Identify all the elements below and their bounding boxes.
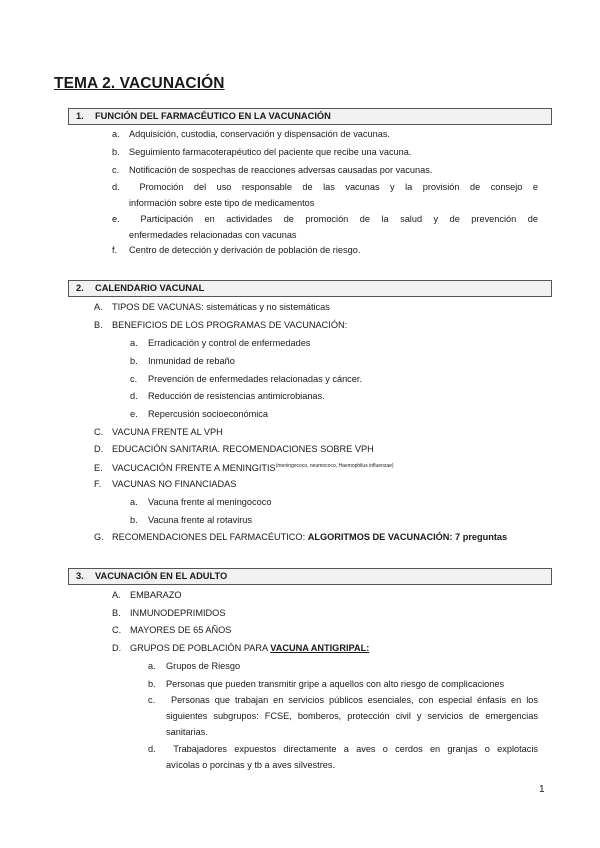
list-text: Personas que pueden transmitir gripe a aquellos con alto riesgo de complicaciones: [166, 679, 505, 689]
list-text: Adquisición, custodia, conservación y dispensación de vacunas.: [129, 129, 390, 139]
list-text: Erradicación y control de enfermedades: [148, 338, 311, 348]
word: granjas: [447, 744, 478, 754]
section-title: VACUNACIÓN EN EL ADULTO: [95, 571, 228, 581]
list-item: [112, 605, 225, 621]
list-item: [112, 622, 231, 638]
list-marker: d.: [112, 182, 120, 192]
word: énfasis: [476, 695, 507, 705]
list-text: Vacuna frente al meningococo: [148, 497, 272, 507]
list-marker: A.: [112, 590, 121, 600]
list-item: [148, 692, 538, 740]
word: servicios: [288, 695, 325, 705]
list-item: [148, 676, 504, 692]
list-text: Prevención de enfermedades relacionadas y cáncer.: [148, 374, 362, 384]
word: en: [204, 214, 215, 224]
list-marker: d.: [130, 391, 138, 401]
section-1-header: [68, 108, 552, 125]
list-marker: e.: [112, 214, 120, 224]
list-marker: a.: [112, 129, 120, 139]
list-text: TIPOS DE VACUNAS: sistemáticas y no sistemáticas: [112, 302, 330, 312]
section-number: 1.: [76, 111, 84, 121]
footnote-note: (meningococo, neumococo, Haemophilus influenzae): [275, 463, 394, 469]
list-marker: C.: [94, 427, 104, 437]
list-text: Centro de detección y derivación de población de riesgo.: [129, 245, 361, 255]
list-item: [112, 587, 182, 603]
word: las: [323, 182, 335, 192]
list-marker: d.: [148, 744, 156, 754]
word: expuestos: [234, 744, 277, 754]
list-marker: B.: [112, 608, 121, 618]
word: salud: [400, 214, 423, 224]
list-text: MAYORES DE 65 AÑOS: [130, 625, 232, 635]
word: o: [382, 744, 388, 754]
list-marker: a.: [148, 661, 156, 671]
word: que: [214, 695, 231, 705]
list-item: [130, 388, 325, 404]
list-text: avícolas o porcinas y tb a aves silvestres.: [166, 760, 336, 770]
word: bomberos,: [297, 711, 342, 721]
list-item: [112, 179, 538, 211]
word: FCSE,: [264, 711, 292, 721]
list-marker: b.: [130, 515, 138, 525]
list-marker: b.: [148, 679, 156, 689]
list-text: información sobre este tipo de medicamentos: [129, 198, 315, 208]
list-item: [130, 406, 268, 422]
section-3-header: [68, 568, 552, 585]
list-item: [94, 299, 330, 315]
word: cerdos: [395, 744, 423, 754]
page-number: 1: [539, 784, 545, 795]
word: uso: [216, 182, 232, 192]
word: de: [283, 214, 294, 224]
list-item: [94, 317, 347, 333]
list-item: [130, 512, 252, 528]
list-marker: E.: [94, 463, 103, 473]
section-title: FUNCIÓN DEL FARMACÉUTICO EN LA VACUNACIÓN: [95, 111, 331, 121]
section-number: 3.: [76, 571, 84, 581]
word: la: [405, 182, 413, 192]
word: promoción: [305, 214, 349, 224]
list-text: Seguimiento farmacoterapéutico del paciente que recibe una vacuna.: [129, 147, 412, 157]
word: de: [527, 214, 538, 224]
list-item: [94, 424, 223, 440]
list-marker: D.: [112, 643, 122, 653]
list-text: sanitarias.: [166, 727, 208, 737]
list-marker: c.: [130, 374, 138, 384]
list-item: [130, 371, 362, 387]
list-text: Inmunidad de rebaño: [148, 356, 235, 366]
list-item: [112, 162, 432, 178]
list-text: BENEFICIOS DE LOS PROGRAMAS DE VACUNACIÓN:: [112, 320, 348, 330]
list-text: VACUNA FRENTE AL VPH: [112, 427, 223, 437]
word: esenciales,: [367, 695, 414, 705]
word: o: [484, 744, 490, 754]
list-item: [94, 476, 236, 492]
word: e: [532, 182, 538, 192]
word: en: [511, 695, 522, 705]
underlined-text: VACUNA ANTIGRIPAL:: [270, 643, 370, 653]
list-item: [112, 211, 538, 243]
word: Participación: [140, 214, 194, 224]
list-text: Reducción de resistencias antimicrobianas.: [148, 391, 325, 401]
page-title: TEMA 2. VACUNACIÓN: [54, 75, 225, 92]
word: y: [390, 182, 395, 192]
word: públicos: [328, 695, 363, 705]
list-item: [112, 126, 390, 142]
list-item: [130, 494, 271, 510]
word: en: [429, 744, 441, 754]
word: trabajan: [234, 695, 269, 705]
word: del: [193, 182, 207, 192]
word: consejo: [490, 182, 523, 192]
list-text: EDUCACIÓN SANITARIA. RECOMENDACIONES SOBRE VPH: [112, 444, 374, 454]
list-marker: D.: [94, 444, 104, 454]
word: actividades: [226, 214, 273, 224]
list-item: [148, 658, 240, 674]
list-item: [94, 458, 394, 476]
list-text: VACUCACIÓN FRENTE A MENINGITIS: [112, 463, 276, 473]
list-text: GRUPOS DE POBLACIÓN PARA: [130, 643, 268, 653]
list-text: RECOMENDACIONES DEL FARMACÉUTICO:: [112, 532, 306, 542]
section-2-header: [68, 280, 552, 297]
word: aves: [356, 744, 376, 754]
section-number: 2.: [76, 283, 84, 293]
word: los: [526, 695, 538, 705]
word: de: [359, 214, 370, 224]
section-title: CALENDARIO VACUNAL: [95, 283, 205, 293]
word: explotacis: [497, 744, 538, 754]
list-marker: C.: [112, 625, 122, 635]
word: civil: [395, 711, 411, 721]
list-text: VACUNAS NO FINANCIADAS: [112, 479, 237, 489]
list-marker: F.: [94, 479, 102, 489]
list-text: Repercusión socioeconómica: [148, 409, 269, 419]
list-text: enfermedades relacionadas con vacunas: [129, 230, 297, 240]
word: de: [302, 182, 313, 192]
list-marker: a.: [130, 338, 138, 348]
list-marker: b.: [112, 147, 120, 157]
list-item: [112, 144, 411, 160]
word: la: [381, 214, 389, 224]
word: provisión: [422, 182, 460, 192]
word: de: [469, 182, 481, 192]
word: directamente: [283, 744, 337, 754]
list-marker: G.: [94, 532, 104, 542]
list-marker: e.: [130, 409, 138, 419]
list-marker: A.: [94, 302, 103, 312]
word: emergencias: [485, 711, 538, 721]
list-text: Grupos de Riesgo: [166, 661, 241, 671]
list-marker: c.: [148, 695, 156, 705]
list-marker: a.: [130, 497, 138, 507]
word: Trabajadores: [173, 744, 228, 754]
word: siguientes: [166, 711, 208, 721]
list-marker: f.: [112, 245, 118, 255]
list-marker: b.: [130, 356, 138, 366]
list-text: EMBARAZO: [130, 590, 182, 600]
word: vacunas: [345, 182, 380, 192]
list-item: [94, 441, 374, 457]
bold-text: ALGORITMOS DE VACUNACIÓN: 7 preguntas: [307, 532, 508, 542]
word: de: [449, 214, 460, 224]
word: prevención: [471, 214, 517, 224]
word: a: [343, 744, 349, 754]
list-text: INMUNODEPRIMIDOS: [130, 608, 226, 618]
word: subgrupos:: [213, 711, 259, 721]
list-item: [130, 353, 235, 369]
list-item: [130, 335, 310, 351]
word: de: [469, 711, 480, 721]
word: protección: [347, 711, 390, 721]
word: responsable: [241, 182, 292, 192]
list-text: Vacuna frente al rotavirus: [148, 515, 253, 525]
list-text: Notificación de sospechas de reacciones adversas causadas por vacunas.: [129, 165, 433, 175]
word: y: [416, 711, 422, 721]
word: y: [433, 214, 439, 224]
word: especial: [438, 695, 473, 705]
word: con: [418, 695, 434, 705]
list-item: [94, 529, 507, 545]
list-item: [148, 741, 538, 773]
list-marker: B.: [94, 320, 103, 330]
word: servicios: [427, 711, 464, 721]
list-item: [112, 242, 360, 258]
word: Promoción: [139, 182, 184, 192]
word: en: [273, 695, 284, 705]
list-item: [112, 640, 369, 656]
list-marker: c.: [112, 165, 120, 175]
word: Personas: [170, 695, 210, 705]
